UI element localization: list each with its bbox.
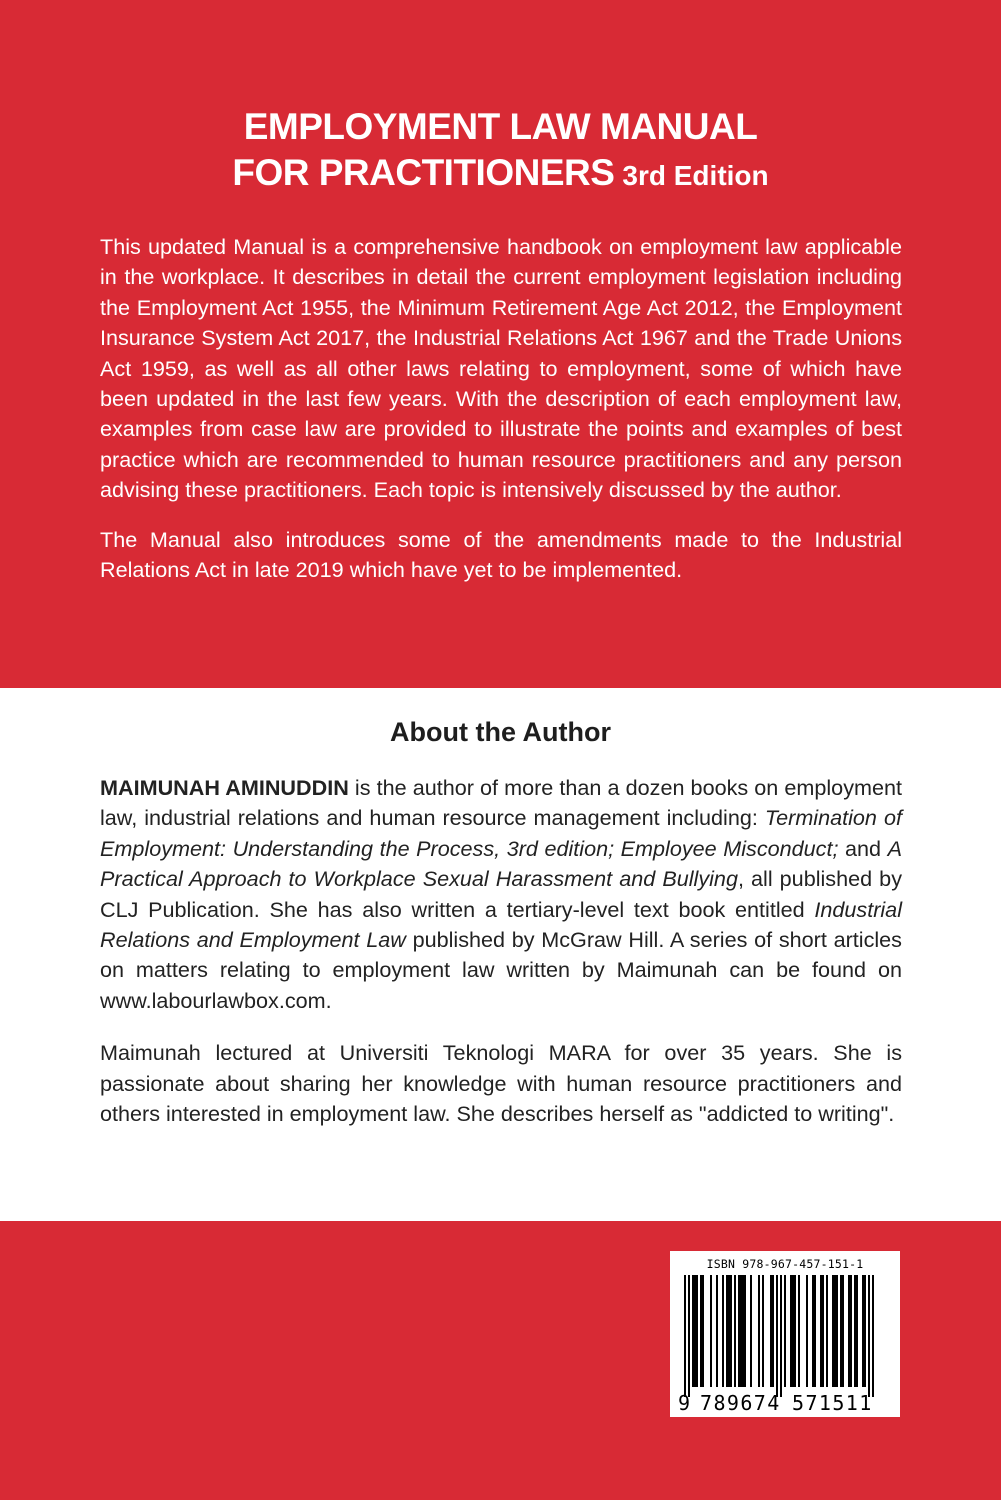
barcode-bar (744, 1275, 746, 1387)
barcode-bar (794, 1275, 796, 1387)
bio-text-1a: is the author of more than a dozen books on employment law, industrial relations and human resource management including: (100, 775, 902, 831)
barcode-bar (722, 1275, 724, 1387)
barcode-bar (790, 1275, 792, 1387)
barcode-bar (780, 1275, 782, 1397)
barcode-bar (868, 1275, 870, 1397)
bio-text-1d: published by McGraw Hill. A series of short articles on matters relating to employment law written by Maimunah can be found on www.labourlawbox.com. (100, 927, 902, 1013)
author-bio (100, 773, 902, 1151)
book-title-2: A Practical Approach to Workplace Sexual Harassment and Bullying (100, 835, 902, 892)
book-title-1: Termination of Employment: Understanding the Process, 3rd edition; Employee Misconduct; (100, 805, 902, 861)
barcode-bar (740, 1275, 742, 1387)
title-line-2-text: FOR PRACTITIONERS (232, 152, 615, 193)
barcode-bars (684, 1275, 886, 1397)
barcode-bar (726, 1275, 728, 1387)
barcode-bar (854, 1275, 856, 1387)
barcode-bar (728, 1275, 730, 1387)
barcode-bar (734, 1275, 736, 1387)
barcode-bar (850, 1275, 852, 1387)
book-title (0, 104, 1001, 199)
ean-first-digit: 9 (678, 1391, 691, 1415)
title-line-1: EMPLOYMENT LAW MANUAL (243, 106, 758, 147)
barcode-bar (822, 1275, 824, 1387)
ean-right-digits: 571511 (792, 1391, 873, 1415)
barcode-bar (688, 1275, 690, 1397)
barcode-bar (694, 1275, 696, 1387)
barcode-bar (738, 1275, 740, 1387)
bio-paragraph-2: Maimunah lectured at Universiti Teknologi MARA for over 35 years. She is passionate about sharing her knowledge with human resource practitioners and others interested in employment law. She describes herself as "addicted to writing". (100, 1040, 902, 1127)
barcode-bar (700, 1275, 702, 1387)
barcode-bar (762, 1275, 764, 1387)
barcode-bar (742, 1275, 744, 1387)
barcode-bar (814, 1275, 816, 1387)
barcode-bar (834, 1275, 836, 1387)
bio-paragraph-1 (100, 773, 902, 1016)
book-title-3: Industrial Relations and Employment Law (100, 896, 902, 953)
back-red-section (0, 1221, 1001, 1500)
barcode-bar (792, 1275, 794, 1387)
bio-text-1b: and (838, 835, 888, 861)
barcode-bar (848, 1275, 850, 1387)
barcode-bar (840, 1275, 842, 1387)
about-author-section (0, 688, 1001, 1221)
barcode-bar (842, 1275, 844, 1387)
barcode-bar (772, 1275, 774, 1387)
barcode-bar (856, 1275, 858, 1387)
barcode-bar (826, 1275, 828, 1387)
edition-label: 3rd Edition (622, 160, 769, 191)
description-paragraph-2: The Manual also introduces some of the amendments made to the Industrial Relations Act in late 2019 which have yet to be implemented. (100, 526, 902, 583)
barcode-bar (710, 1275, 712, 1387)
barcode-bar (832, 1275, 834, 1387)
front-red-section (0, 0, 1001, 688)
barcode-bar (864, 1275, 866, 1387)
barcode-bar (784, 1275, 786, 1387)
author-name: MAIMUNAH AMINUDDIN (100, 775, 349, 800)
barcode-bar (872, 1275, 874, 1397)
barcode-bar (702, 1275, 704, 1387)
barcode-bar (758, 1275, 760, 1387)
barcode-bar (862, 1275, 864, 1387)
barcode-bar (692, 1275, 694, 1387)
title-line-2 (0, 150, 1001, 199)
about-author-heading: About the Author (390, 717, 611, 747)
barcode-bar (776, 1275, 778, 1397)
barcode-bar (716, 1275, 718, 1387)
barcode-bar (798, 1275, 800, 1387)
barcode-bar (770, 1275, 772, 1387)
barcode-bar (806, 1275, 808, 1387)
barcode-bar (836, 1275, 838, 1387)
barcode-bar (812, 1275, 814, 1387)
bio-text-1c: , all published by CLJ Publication. She has also written a tertiary-level text book entitled (100, 866, 902, 922)
ean-left-digits: 789674 (700, 1391, 781, 1415)
isbn-barcode (670, 1251, 900, 1417)
barcode-bar (684, 1275, 686, 1397)
isbn-label: ISBN 978-967-457-151-1 (706, 1257, 864, 1271)
barcode-bar (820, 1275, 822, 1387)
barcode-bar (730, 1275, 732, 1387)
barcode-bar (750, 1275, 752, 1387)
description-paragraph-1: This updated Manual is a comprehensive handbook on employment law applicable in the workplace. It describes in detail the current employment legislation including the Employment Act 1955, the Minimum Retirement Age Act 2012, the Employment Insurance System Act 2017, the Industrial Relations Act 1967 and the Trade Unions Act 1959, as well as all other laws relating to employment, some of which have been updated in the last few years. With the description of each employment law, examples from case law are provided to illustrate the points and examples of best practice which are recommended to human resource practitioners and any person advising these practitioners. Each topic is intensively discussed by the author. (100, 234, 902, 503)
barcode-bar (696, 1275, 698, 1387)
book-description (100, 232, 902, 604)
